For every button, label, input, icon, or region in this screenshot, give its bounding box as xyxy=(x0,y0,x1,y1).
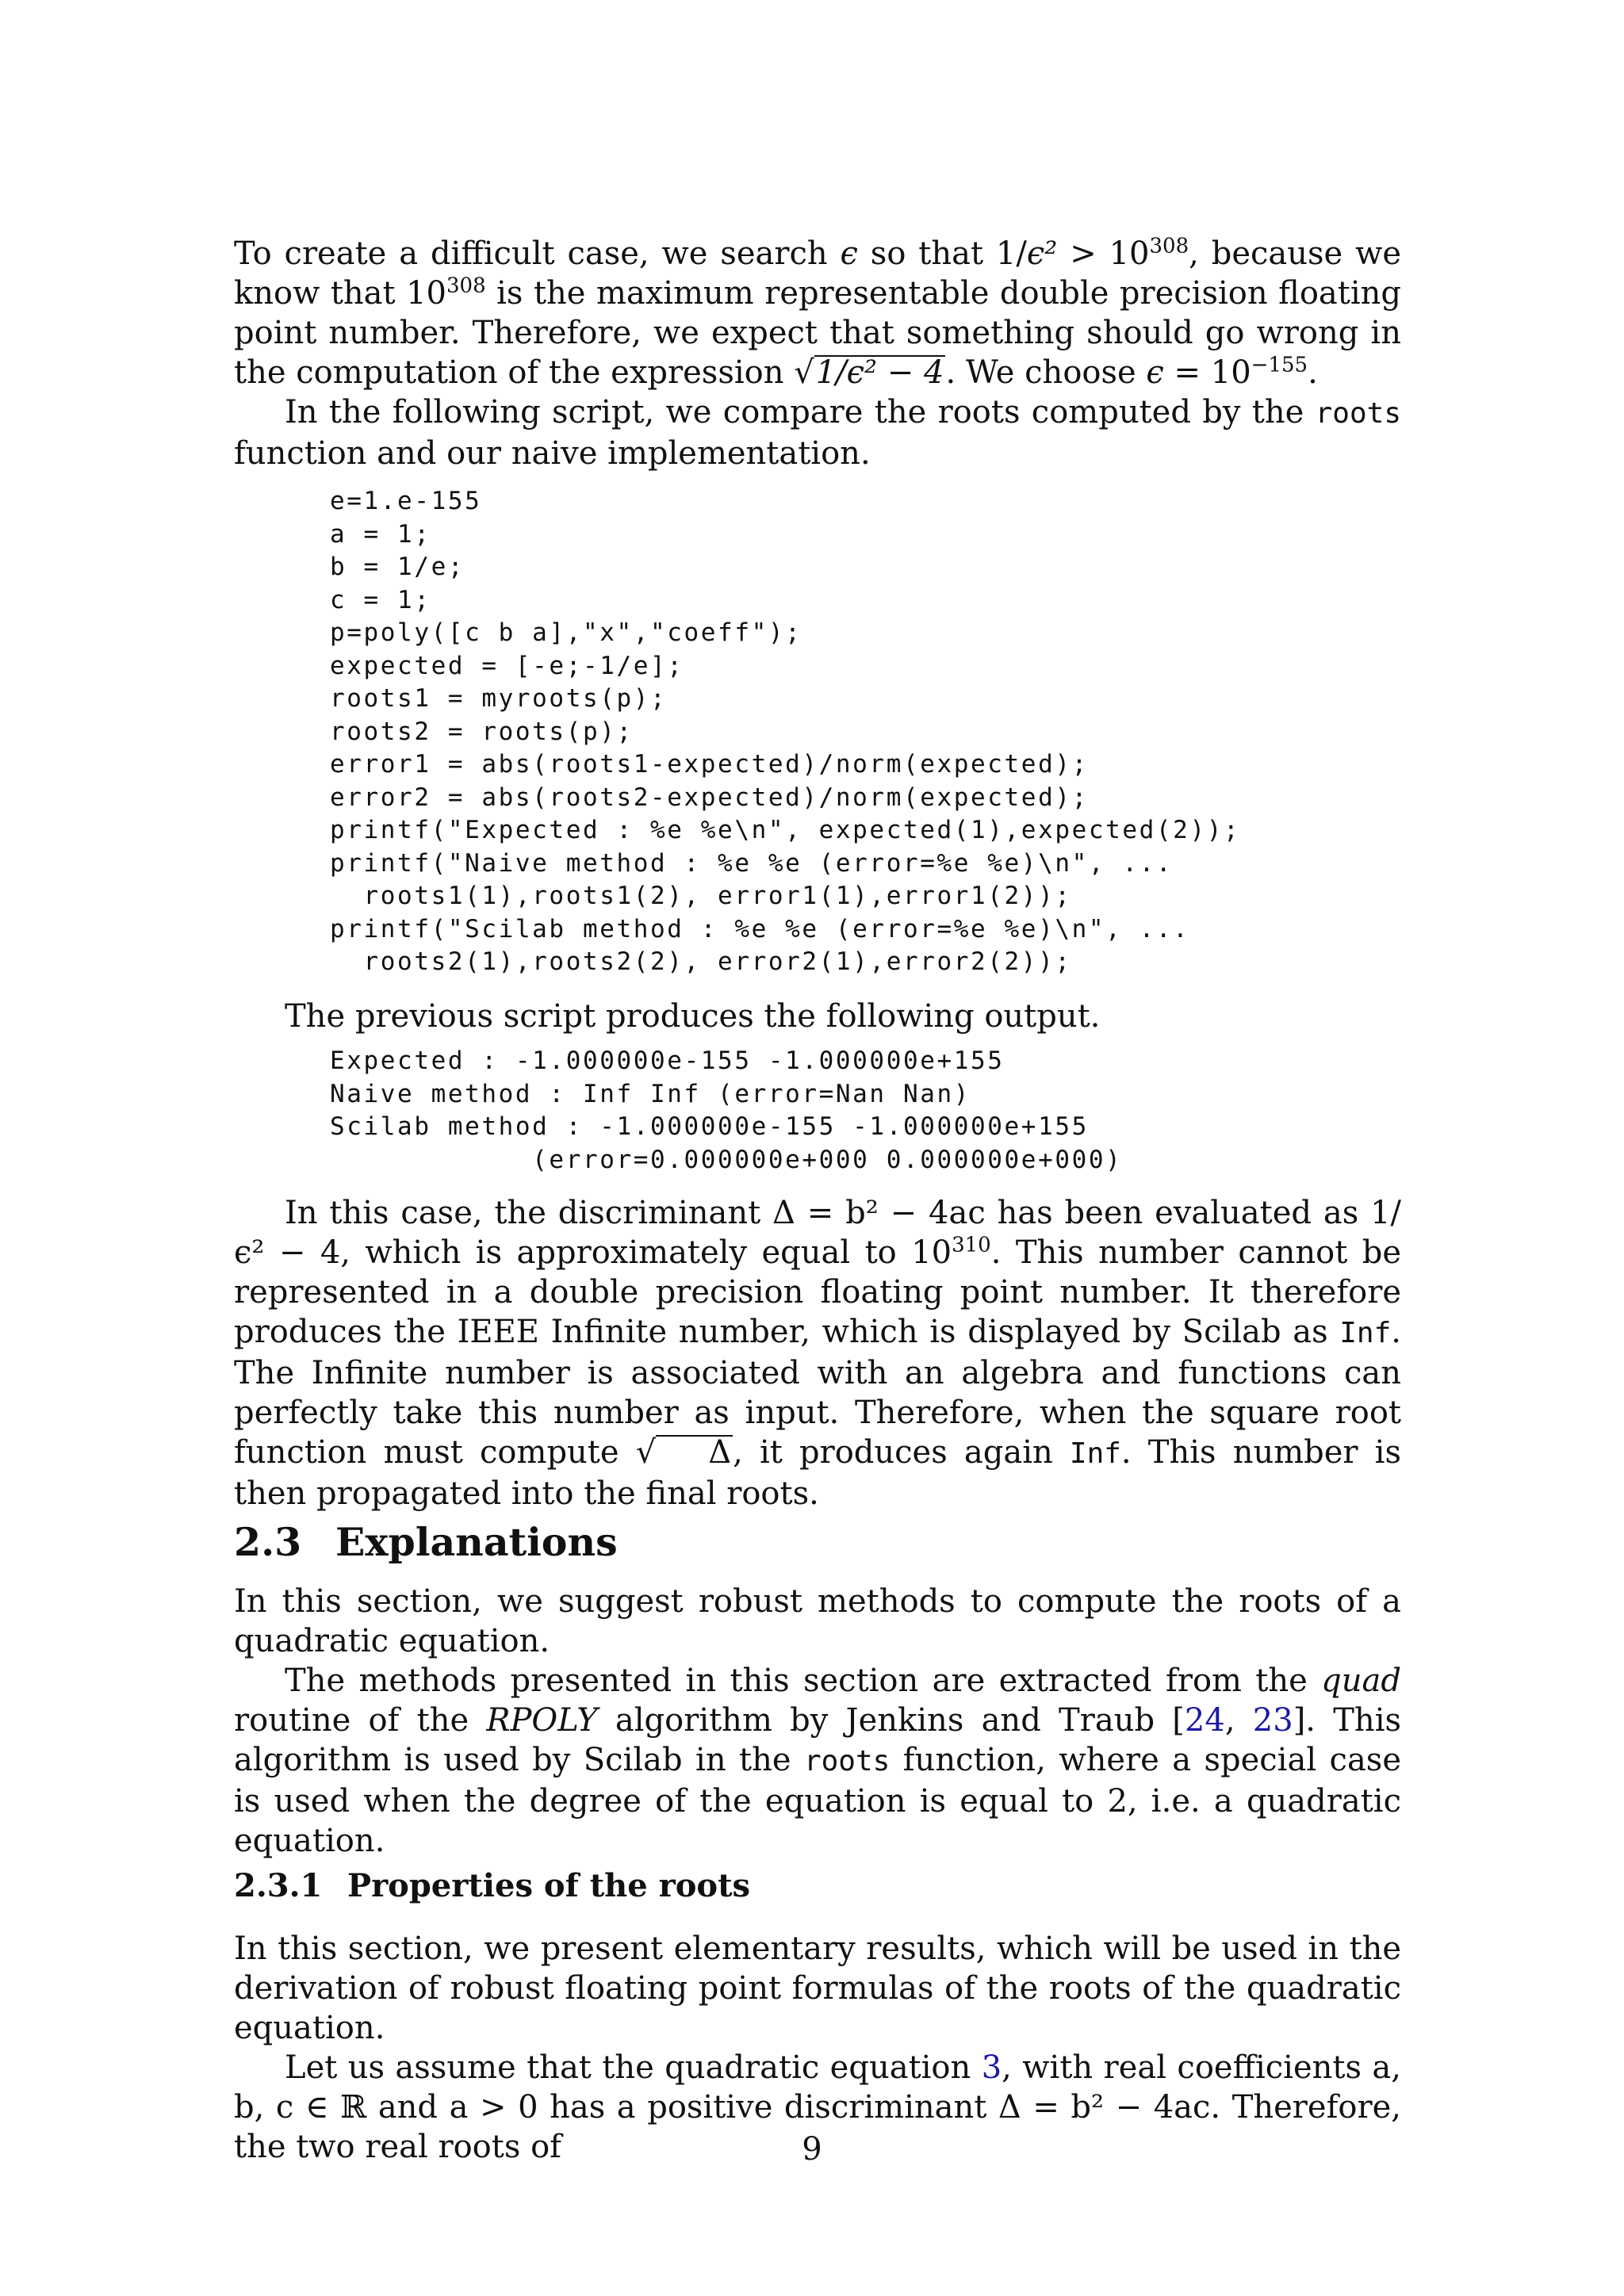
math-epsilon-squared: ϵ² xyxy=(1026,235,1058,272)
text-run: , because we know that 10 xyxy=(234,235,1402,312)
routine-name: quad xyxy=(1321,1663,1401,1699)
text-run: In this case, the discriminant Δ = b² − 4ac has been evaluated as 1/ϵ² − 4, which is approximately equal to 10 xyxy=(234,1195,1401,1271)
math-sqrt-delta: Δ xyxy=(656,1435,733,1468)
script-code-line: c = 1; xyxy=(330,585,431,614)
citation-link[interactable]: 24 xyxy=(1184,1702,1225,1739)
subsection-heading xyxy=(234,1867,750,1904)
text-run: , with real coefficients a, b, c ∈ ℝ and a > 0 has a positive discriminant Δ = b² − 4ac. Therefore, the two real roots of xyxy=(234,2049,1401,2165)
output-code-line: Expected : -1.000000e-155 -1.000000e+155 xyxy=(330,1047,1005,1075)
section-paragraph-1: In this section, we suggest robust methods to compute the roots of a quadratic equation. xyxy=(234,1583,1401,1659)
analysis-section xyxy=(234,1193,1401,1513)
text-run: To create a difficult case, we search xyxy=(234,235,841,272)
subsection-paragraph-1: In this section, we present elementary results, which will be used in the derivation of robust floating point formulas of the roots of the quadratic equation. xyxy=(234,1931,1401,2046)
script-code-line: printf("Naive method : %e %e (error=%e %e)\n", ... xyxy=(330,848,1174,878)
output-intro-section xyxy=(234,997,1401,1036)
script-code-line: roots1(1),roots1(2), error1(1),error1(2)); xyxy=(330,882,1072,910)
inline-code: roots xyxy=(803,1745,891,1777)
math-epsilon: ϵ xyxy=(1146,354,1164,391)
exponent: 308 xyxy=(1149,234,1189,258)
equation-reference-link[interactable]: 3 xyxy=(981,2049,1002,2086)
script-code-line: printf("Expected : %e %e\n", expected(1),expected(2)); xyxy=(330,816,1241,844)
text-run: so that 1/ xyxy=(857,235,1027,272)
text-run: function, where a special case is used when the degree of the equation is equal to 2, i.e. a quadratic equation. xyxy=(234,1742,1401,1859)
text-run: routine of the xyxy=(234,1702,487,1739)
script-code-line: e=1.e-155 xyxy=(330,487,482,515)
inline-code: Inf xyxy=(1069,1437,1121,1470)
text-run: > 10 xyxy=(1057,235,1150,272)
text-run: algorithm by Jenkins and Traub [ xyxy=(597,1702,1185,1739)
intro-paragraph-1 xyxy=(234,234,1401,392)
text-run: . This number cannot be represented in a double precision floating point number. It therefore produces the IEEE Infinite number, which is displayed by Scilab as xyxy=(234,1234,1401,1350)
text-run: function and our naive implementation. xyxy=(234,435,871,472)
script-code-listing xyxy=(330,485,1240,979)
exponent: 310 xyxy=(952,1233,991,1257)
subsection-number: 2.3.1 xyxy=(234,1867,323,1904)
sqrt-symbol: √ xyxy=(635,1434,657,1471)
text-run: Let us assume that the quadratic equation xyxy=(285,2049,982,2086)
script-code-line: roots1 = myroots(p); xyxy=(330,684,668,713)
citation-link[interactable]: 23 xyxy=(1252,1702,1293,1739)
inline-code: Inf xyxy=(1339,1317,1392,1349)
sqrt-symbol: √ xyxy=(794,354,814,391)
output-code-listing xyxy=(330,1045,1122,1177)
intro-paragraph-2 xyxy=(234,392,1401,473)
script-code-line: roots2(1),roots2(2), error2(1),error2(2)); xyxy=(330,947,1072,976)
text-run: . This number is then propagated into the final roots. xyxy=(234,1434,1402,1512)
text-run: , xyxy=(1224,1702,1253,1739)
exponent: 308 xyxy=(446,274,486,298)
section-body xyxy=(234,1582,1401,1861)
math-epsilon: ϵ xyxy=(840,235,858,272)
output-code-line: Naive method : Inf Inf (error=Nan Nan) xyxy=(330,1079,971,1108)
text-run: . xyxy=(1308,354,1318,391)
output-intro-paragraph: The previous script produces the following output. xyxy=(285,998,1101,1035)
math-sqrt-expression: 1/ϵ² − 4 xyxy=(815,354,944,391)
page-number: 9 xyxy=(802,2131,822,2168)
text-run: The methods presented in this section are extracted from the xyxy=(285,1663,1322,1699)
exponent: −155 xyxy=(1251,353,1308,377)
output-code-line: (error=0.000000e+000 0.000000e+000) xyxy=(330,1145,1123,1174)
script-code-line: a = 1; xyxy=(330,519,431,549)
text-run: = 10 xyxy=(1163,354,1251,391)
script-code-line: error2 = abs(roots2-expected)/norm(expected); xyxy=(330,783,1089,812)
text-run: . The Infinite number is associated with an algebra and functions can perfectly take this number as input. Therefore, when the square root function must compute xyxy=(234,1314,1401,1471)
intro-section xyxy=(234,234,1401,473)
script-code-line: b = 1/e; xyxy=(330,553,465,581)
section-number: 2.3 xyxy=(234,1519,302,1565)
section-title: Explanations xyxy=(335,1519,618,1565)
script-code-line: roots2 = roots(p); xyxy=(330,717,634,746)
text-run: . We choose xyxy=(945,354,1147,391)
algorithm-name: RPOLY xyxy=(486,1702,598,1739)
text-run: ]. This algorithm is used by Scilab in the xyxy=(234,1702,1402,1778)
text-run: , it produces again xyxy=(733,1434,1070,1471)
analysis-paragraph xyxy=(234,1193,1401,1513)
script-code-line: expected = [-e;-1/e]; xyxy=(330,651,684,680)
script-code-line: p=poly([c b a],"x","coeff"); xyxy=(330,618,802,647)
text-run: In the following script, we compare the roots computed by the xyxy=(285,394,1316,430)
inline-code: roots xyxy=(1315,397,1401,430)
script-code-line: error1 = abs(roots1-expected)/norm(expected); xyxy=(330,750,1089,779)
output-code-line: Scilab method : -1.000000e-155 -1.000000e+155 xyxy=(330,1112,1089,1141)
section-paragraph-2 xyxy=(234,1661,1401,1861)
script-code-line: printf("Scilab method : %e %e (error=%e %e)\n", ... xyxy=(330,914,1190,943)
section-heading xyxy=(234,1519,618,1565)
text-run: is the maximum representable double precision floating point number. Therefore, we expect that something should go wrong in the computation of the expression xyxy=(234,275,1401,391)
subsection-title: Properties of the roots xyxy=(347,1867,751,1904)
